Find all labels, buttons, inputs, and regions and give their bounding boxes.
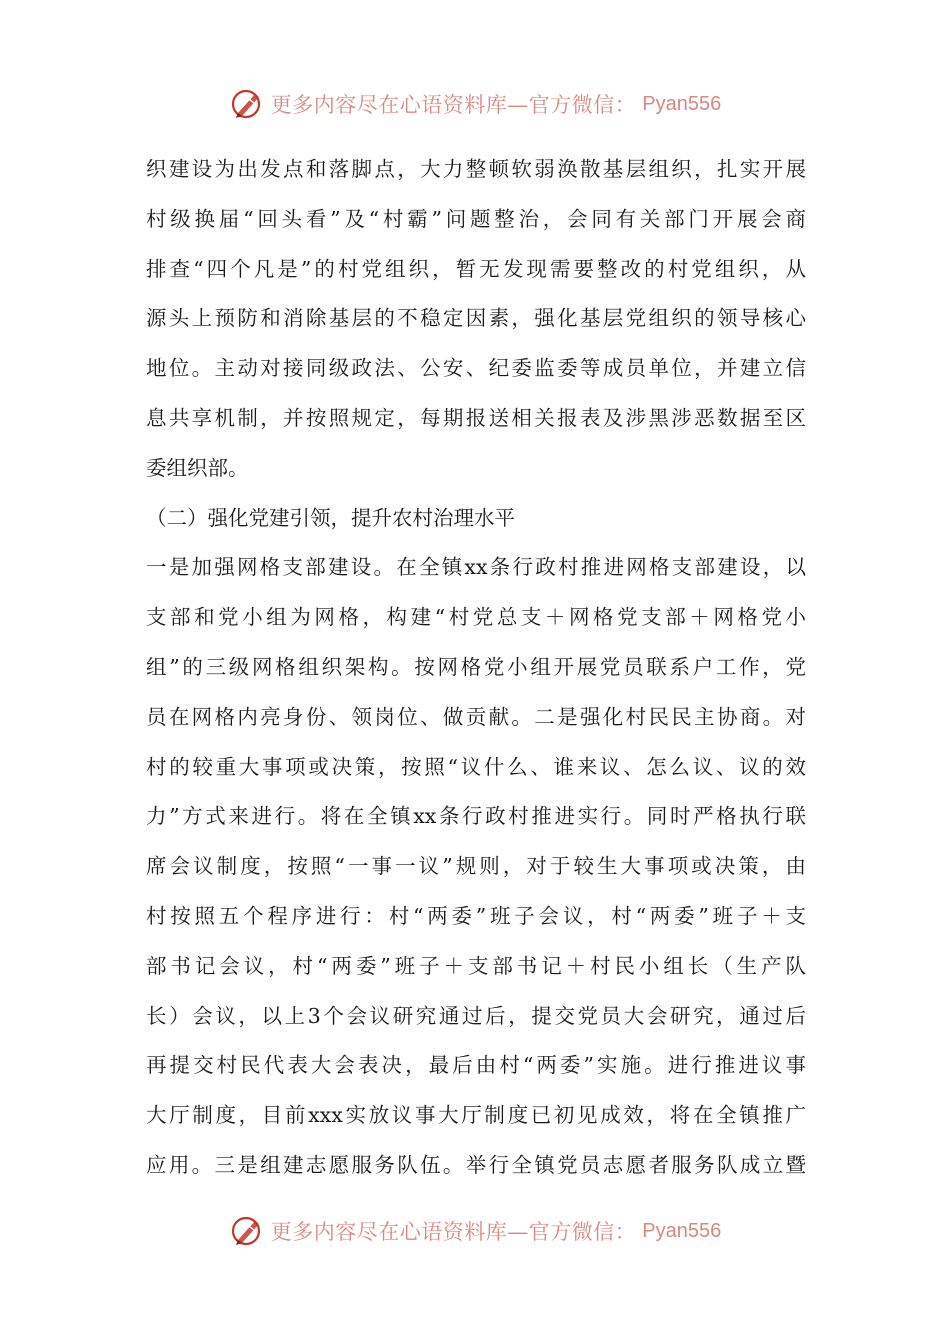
- watermark-wechat-id: Pyan556: [642, 92, 722, 115]
- text-line: 支部和党小组为网格，构建“村党总支＋网格党支部＋网格党小: [146, 605, 806, 630]
- text-line: 力”方式来进行。将在全镇xx条行政村推进实行。同时严格执行联: [146, 804, 806, 829]
- text-line: 村级换届“回头看”及“村霸”问题整治，会同有关部门开展会商: [146, 206, 806, 231]
- document-body: [146, 145, 806, 1191]
- text-line: 席会议制度，按照“一事一议”规则，对于较生大事项或决策，由: [146, 854, 806, 879]
- text-line: 村按照五个程序进行：村“两委”班子会议，村“两委”班子＋支: [146, 903, 806, 928]
- text-line: 息共享机制，并按照规定，每期报送相关报表及涉黑涉恶数据至区: [146, 405, 806, 430]
- watermark-wechat-id: Pyan556: [642, 1219, 722, 1242]
- watermark-footer: [0, 1211, 950, 1251]
- pen-logo-icon: [229, 86, 265, 122]
- watermark-text: 更多内容尽在心语资料库—官方微信：: [270, 93, 637, 117]
- text-line: 员在网格内亮身份、领岗位、做贡献。二是强化村民民主协商。对: [146, 704, 806, 729]
- text-line: 应用。三是组建志愿服务队伍。举行全镇党员志愿者服务队成立暨: [146, 1152, 806, 1177]
- text-line: 再提交村民代表大会表决，最后由村“两委”实施。进行推进议事: [146, 1053, 806, 1078]
- text-line: 源头上预防和消除基层的不稳定因素，强化基层党组织的领导核心: [146, 306, 806, 331]
- text-line: 一是加强网格支部建设。在全镇xx条行政村推进网格支部建设，以: [146, 555, 806, 580]
- text-line: 委组织部。: [146, 455, 249, 480]
- pen-logo-icon: [229, 1213, 265, 1249]
- text-line: 长）会议，以上3个会议研究通过后，提交党员大会研究，通过后: [146, 1003, 806, 1028]
- watermark-text: 更多内容尽在心语资料库—官方微信：: [270, 1220, 637, 1244]
- watermark-header: [0, 84, 950, 124]
- text-line: 部书记会议，村“两委”班子＋支部书记＋村民小组长（生产队: [146, 953, 806, 978]
- text-line: 排查“四个凡是”的村党组织，暂无发现需要整改的村党组织，从: [146, 256, 806, 281]
- text-line: 织建设为出发点和落脚点，大力整顿软弱涣散基层组织，扎实开展: [146, 157, 806, 181]
- text-line: 地位。主动对接同级政法、公安、纪委监委等成员单位，并建立信: [146, 356, 806, 381]
- section-heading: （二）强化党建引领，提升农村治理水平: [146, 505, 515, 530]
- text-line: 大厅制度，目前xxx实放议事大厅制度已初见成效，将在全镇推广: [146, 1103, 806, 1128]
- text-line: 村的较重大事项或决策，按照“议什么、谁来议、怎么议、议的效: [146, 754, 806, 779]
- text-line: 组”的三级网格组织架构。按网格党小组开展党员联系户工作，党: [146, 654, 806, 679]
